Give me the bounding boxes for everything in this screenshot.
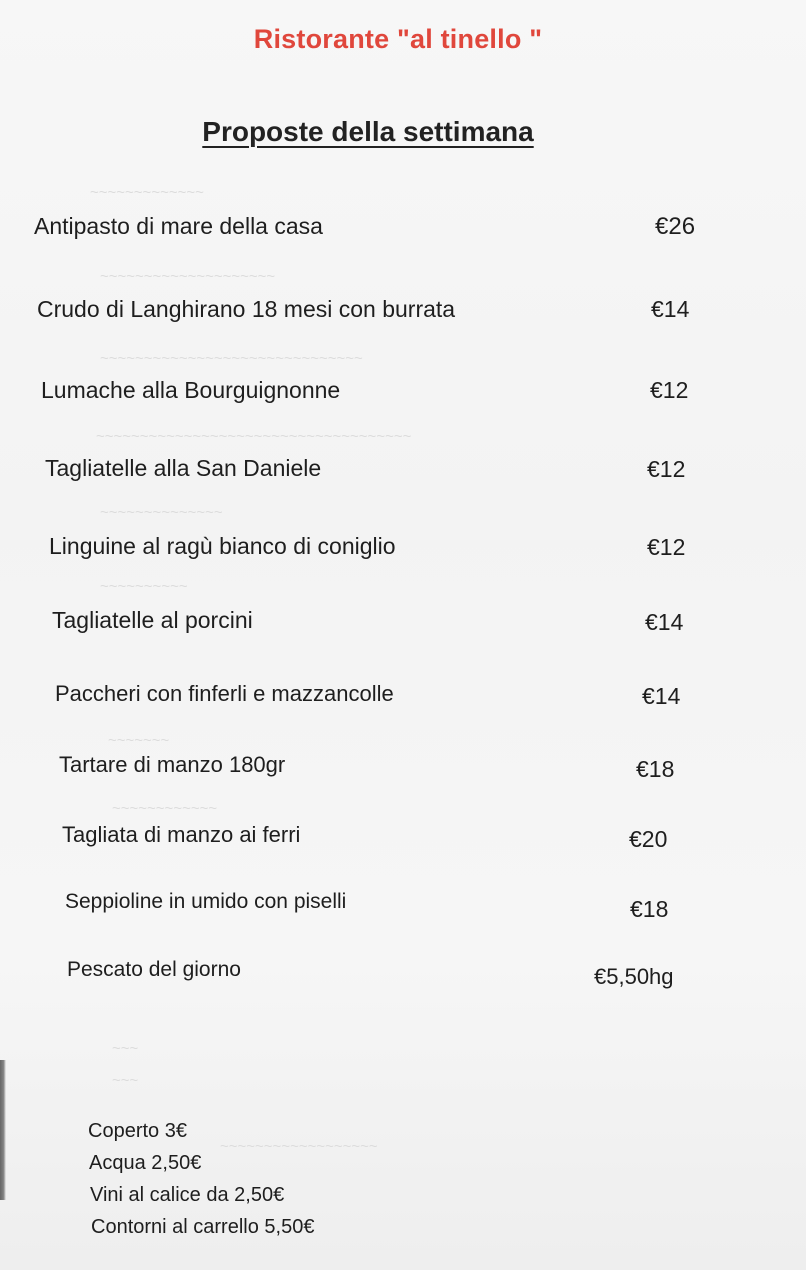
menu-item-name: Tagliata di manzo ai ferri (62, 822, 301, 847)
restaurant-name: Ristorante "al tinello " (253, 24, 543, 54)
menu-item-name: Antipasto di mare della casa (34, 213, 323, 239)
menu-item-name: Paccheri con finferli e mazzancolle (55, 681, 394, 706)
menu-item-name: Tagliatelle alla San Daniele (45, 455, 322, 481)
menu-item-name: Linguine al ragù bianco di coniglio (49, 533, 396, 559)
menu-item-name: Tartare di manzo 180gr (59, 752, 286, 777)
show-through-text: ~~~ (112, 1040, 139, 1057)
menu-item-price: €14 (642, 683, 681, 709)
show-through-text: ~~~~~~~~~~~~~~ (100, 504, 223, 521)
footer-note: Vini al calice da 2,50€ (90, 1184, 285, 1206)
menu-item-name: Seppioline in umido con piselli (65, 890, 347, 913)
show-through-text: ~~~ (112, 1072, 139, 1089)
show-through-text: ~~~~~~~~~~ (100, 578, 188, 595)
menu-item-price: €5,50hg (594, 964, 674, 989)
menu-item-name: Tagliatelle al porcini (52, 607, 253, 633)
menu-item-price: €12 (650, 377, 689, 403)
menu-item-price: €14 (651, 296, 690, 322)
page-heading (0, 116, 736, 148)
menu-item-price: €18 (636, 756, 675, 782)
menu-item-name: Pescato del giorno (67, 958, 241, 981)
menu-item-price: €12 (647, 456, 686, 482)
show-through-text: ~~~~~~~ (108, 732, 170, 749)
heading-text: Proposte della settimana (202, 116, 534, 147)
page-edge-shadow (0, 1060, 6, 1200)
show-through-text: ~~~~~~~~~~~~~~~~~~~~~~~~~~~~~~~~~~~~ (96, 428, 412, 445)
footer-note: Acqua 2,50€ (89, 1152, 202, 1174)
menu-item-price: €20 (629, 826, 668, 852)
show-through-text: ~~~~~~~~~~~~~~~~~~~~ (100, 268, 276, 285)
show-through-text: ~~~~~~~~~~~~~~~~~~ (220, 1138, 378, 1155)
menu-item-name: Crudo di Langhirano 18 mesi con burrata (37, 296, 456, 322)
footer-note: Contorni al carrello 5,50€ (91, 1216, 315, 1238)
menu-item-price: €12 (647, 534, 686, 560)
menu-item-price: €18 (630, 896, 669, 922)
footer-note: Coperto 3€ (88, 1120, 187, 1142)
show-through-text: ~~~~~~~~~~~~~~~~~~~~~~~~~~~~~~ (100, 350, 363, 367)
menu-item-name: Lumache alla Bourguignonne (41, 377, 341, 403)
show-through-text: ~~~~~~~~~~~~ (112, 800, 218, 817)
menu-item-price: €26 (655, 213, 696, 240)
menu-item-price: €14 (645, 609, 684, 635)
show-through-text: ~~~~~~~~~~~~~ (90, 184, 204, 201)
